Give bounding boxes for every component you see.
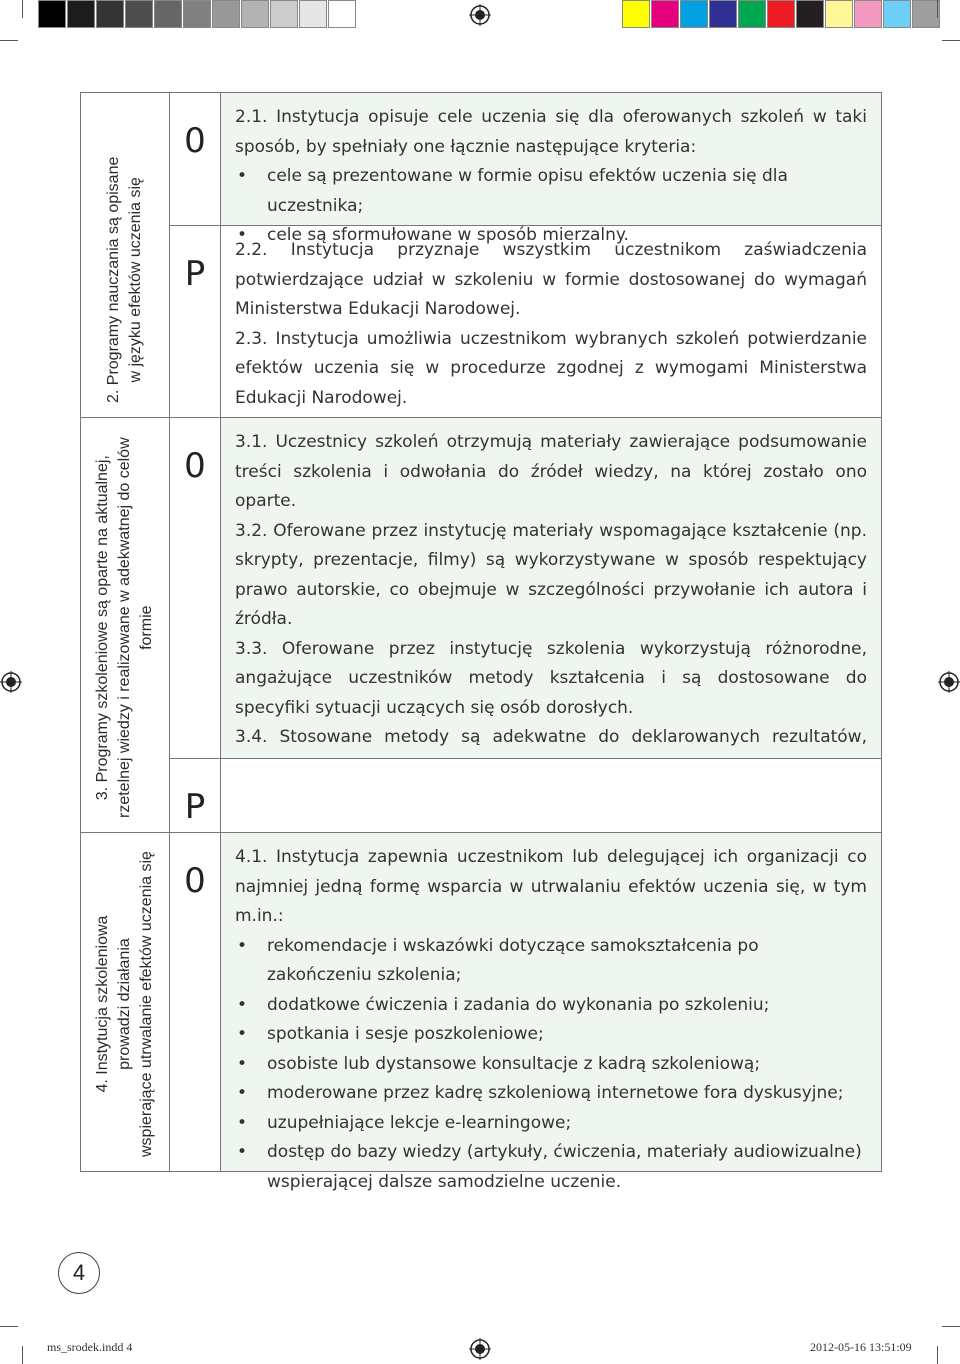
criterion-cell: [81, 833, 170, 1171]
color-swatch: [328, 0, 356, 28]
requirement-text: 3.4. Stosowane metody są adekwatne do deklarowanych rezultatów,: [235, 727, 867, 747]
color-swatch: [299, 0, 327, 28]
color-swatch: [270, 0, 298, 28]
requirement-text: 2.1. Instytucja opisuje cele uczenia się dla oferowanych szkoleń w taki sposób, by spełniały one łącznie następujące kryteria:: [235, 107, 867, 157]
color-swatch: [212, 0, 240, 28]
crop-mark: [0, 1326, 18, 1327]
color-swatch: [883, 0, 911, 28]
color-swatch: [651, 0, 679, 28]
registration-mark-top: [469, 4, 491, 26]
criterion-title-line: rzetelnej wiedzy i realizowane w adekwatnej do celów: [116, 437, 133, 818]
crop-mark: [942, 1326, 960, 1327]
color-swatch: [680, 0, 708, 28]
color-swatch: [796, 0, 824, 28]
list-item: • cele są sformułowane w sposób mierzalny.: [235, 221, 867, 251]
criterion-row: [81, 93, 881, 418]
criterion-title-line: 4. Instytucja szkoleniowa: [94, 915, 111, 1093]
slug-filename: ms_srodek.indd 4: [47, 1340, 133, 1354]
criterion-title-line: w języku efektów uczenia się: [127, 177, 144, 383]
criterion-cell: [81, 93, 170, 417]
crop-mark: [937, 1346, 938, 1364]
requirement-level: P: [170, 225, 220, 417]
requirement-description: [221, 758, 881, 832]
mark-column: [170, 418, 221, 832]
list-item: • spotkania i sesje poszkoleniowe;: [235, 1020, 867, 1050]
criterion-row: [81, 418, 881, 833]
color-swatch: [738, 0, 766, 28]
registration-mark-right: [938, 671, 960, 693]
color-swatch: [854, 0, 882, 28]
requirement-text: 3.1. Uczestnicy szkoleń otrzymują materiały zawierające podsumowanie treści szkolenia i odwołania do źródeł wiedzy, na której zostało ono oparte.: [235, 432, 867, 511]
bullet-list: [235, 162, 867, 251]
color-swatch: [183, 0, 211, 28]
requirement-description: [221, 93, 881, 245]
list-item: • rekomendacje i wskazówki dotyczące samokształcenia po zakończeniu szkolenia;: [235, 932, 867, 991]
crop-mark: [0, 40, 18, 41]
color-swatch-strip: [622, 0, 941, 28]
requirement-text: 3.2. Oferowane przez instytucję materiały wspomagające kształcenie (np. skrypty, prezentacje, filmy) są wykorzystywane w sposób respektujący prawo autorskie, co obejmuje w szczególności przywołanie ich autora i źródła.: [235, 520, 867, 629]
criterion-title: [92, 851, 158, 1157]
requirement-description: [221, 418, 881, 758]
color-swatch: [825, 0, 853, 28]
list-item: • dodatkowe ćwiczenia i zadania do wykonania po szkoleniu;: [235, 991, 867, 1021]
requirement-text: 2.3. Instytucja umożliwia uczestnikom wybranych szkoleń potwierdzanie efektów uczenia się w procedurze zgodnej z wymogami Ministerstwa Edukacji Narodowej.: [235, 328, 867, 408]
registration-mark-left: [0, 671, 22, 693]
crop-mark: [942, 40, 960, 41]
color-swatch: [38, 0, 66, 28]
mark-column: [170, 833, 221, 1171]
color-swatch: [767, 0, 795, 28]
color-swatch: [67, 0, 95, 28]
criterion-title-line: wspierające utrwalanie efektów uczenia się: [138, 851, 155, 1157]
color-swatch: [622, 0, 650, 28]
criterion-title-line: 3. Programy szkoleniowe są oparte na aktualnej,: [94, 455, 111, 801]
crop-mark: [22, 0, 23, 18]
page-number: 4: [58, 1252, 100, 1294]
gray-swatch-strip: [38, 0, 357, 28]
crop-mark: [937, 0, 938, 18]
requirement-text: 2.2. Instytucja przyznaje wszystkim uczestnikom zaświadczenia potwierdzające udział w szkoleniu w formie dostosowanej do wymagań Ministerstwa Edukacji Narodowej.: [235, 240, 867, 319]
list-item: • dostęp do bazy wiedzy (artykuły, ćwiczenia, materiały audiowizualne) wspierającej dalsze samodzielne uczenie.: [235, 1138, 867, 1197]
criterion-title-line: 2. Programy nauczania są opisane: [105, 156, 122, 403]
list-item: • cele są prezentowane w formie opisu efektów uczenia się dla uczestnika;: [235, 162, 867, 221]
requirement-level: 0: [184, 861, 206, 901]
color-swatch: [96, 0, 124, 28]
requirement-text: 3.3. Oferowane przez instytucję szkolenia wykorzystują różnorodne, angażujące uczestników metody kształcenia i są dostosowane do specyfiki sytuacji uczących się osób dorosłych.: [235, 638, 867, 718]
color-swatch: [125, 0, 153, 28]
list-item: • osobiste lub dystansowe konsultacje z kadrą szkoleniową;: [235, 1050, 867, 1080]
registration-mark-bottom: [469, 1338, 491, 1360]
crop-mark: [22, 1346, 23, 1364]
criterion-title: [92, 437, 158, 818]
description-column: [221, 93, 881, 417]
description-column: [221, 418, 881, 832]
slug-timestamp: 2012-05-16 13:51:09: [810, 1340, 912, 1354]
requirement-description: [221, 833, 881, 1192]
criterion-title: [103, 157, 147, 403]
requirement-description: [221, 225, 881, 417]
color-swatch: [912, 0, 940, 28]
color-swatch: [709, 0, 737, 28]
color-swatch: [154, 0, 182, 28]
color-swatch: [241, 0, 269, 28]
criterion-row: [81, 833, 881, 1192]
requirement-text: 4.1. Instytucja zapewnia uczestnikom lub delegującej ich organizacji co najmniej jedną formę wsparcia w utrwalaniu efektów uczenia się, w tym m.in.:: [235, 847, 867, 926]
list-item: • uzupełniające lekcje e-learningowe;: [235, 1109, 867, 1139]
requirement-level: P: [170, 758, 220, 832]
list-item: • moderowane przez kadrę szkoleniową internetowe fora dyskusyjne;: [235, 1079, 867, 1109]
requirement-level: 0: [184, 121, 206, 161]
criterion-title-line: formie: [138, 605, 155, 650]
description-column: [221, 833, 881, 1192]
mark-column: [170, 93, 221, 417]
criterion-title-line: prowadzi działania: [116, 938, 133, 1070]
criteria-table: [80, 92, 882, 1192]
requirement-level: 0: [184, 446, 206, 486]
criterion-cell: [81, 418, 170, 832]
bullet-list: [235, 932, 867, 1198]
